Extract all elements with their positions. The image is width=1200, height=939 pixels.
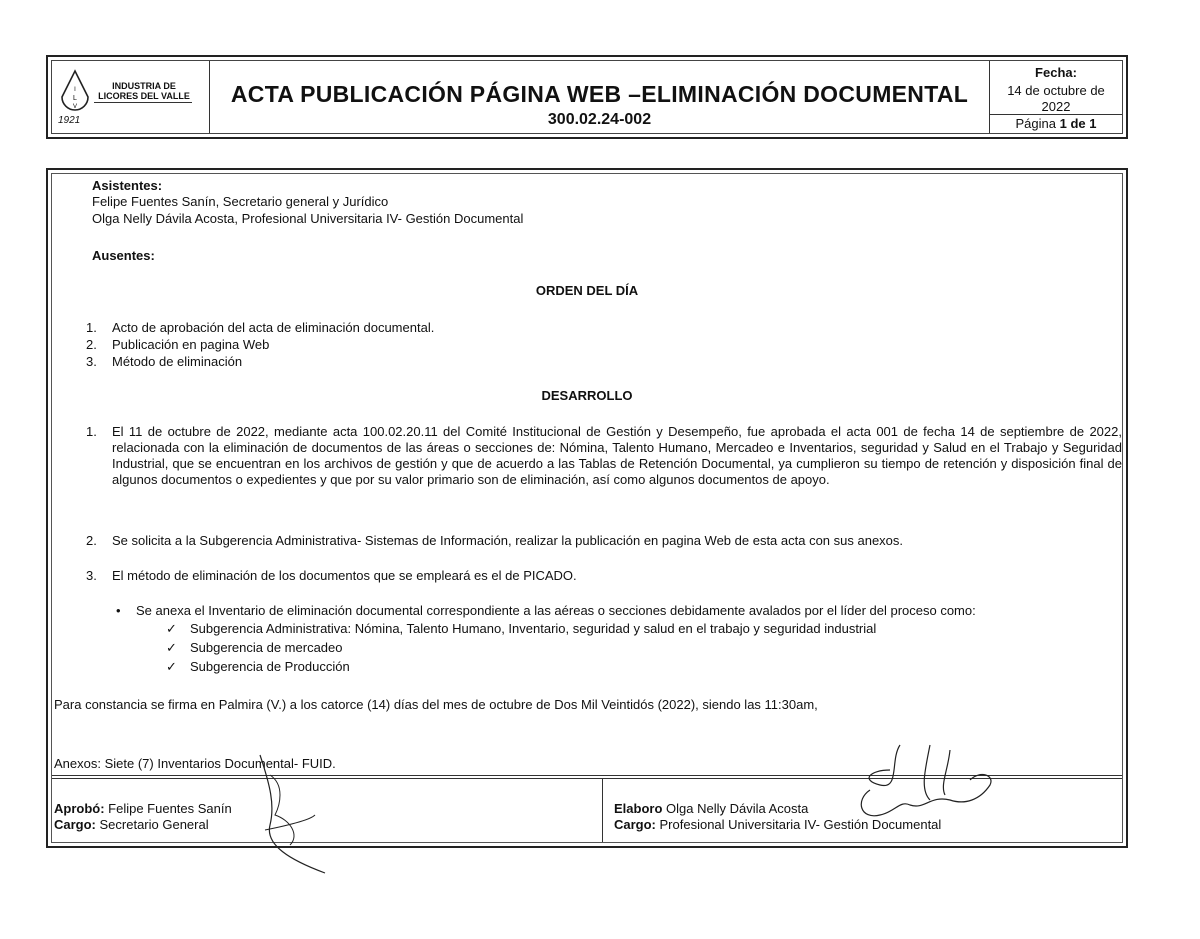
page-number xyxy=(990,114,1122,133)
check-item-3: Subgerencia de Producción xyxy=(190,659,350,674)
asistentes-label: Asistentes: xyxy=(92,178,163,193)
title-cell xyxy=(210,61,990,133)
elaboro-signature xyxy=(830,740,1000,830)
orden-number-3: 3. xyxy=(86,354,97,369)
orden-item-3: Método de eliminación xyxy=(112,354,243,369)
orden-number-2: 2. xyxy=(86,337,97,352)
document-code: 300.02.24-002 xyxy=(547,111,652,128)
check-item-2: Subgerencia de mercadeo xyxy=(190,640,343,655)
ausentes-label: Ausentes: xyxy=(92,248,155,263)
desarrollo-item-3: El método de eliminación de los documentos que se empleará es el de PICADO. xyxy=(112,568,577,583)
aprobo-line xyxy=(54,801,232,817)
desarrollo-number-3: 3. xyxy=(86,568,97,583)
logo xyxy=(52,61,210,133)
aprobo-signature xyxy=(230,745,350,875)
orden-item-1: Acto de aprobación del acta de eliminación documental. xyxy=(112,320,435,335)
asistente-2: Olga Nelly Dávila Acosta, Profesional Universitaria IV- Gestión Documental xyxy=(92,211,524,226)
page-value: 1 de 1 xyxy=(1059,116,1097,131)
cargo-label: Cargo: xyxy=(54,817,96,832)
fecha-label: Fecha: xyxy=(1035,65,1077,80)
bullet-icon: • xyxy=(116,603,121,618)
logo-drop-icon xyxy=(58,69,92,113)
orden-number-1: 1. xyxy=(86,320,97,335)
orden-item-2: Publicación en pagina Web xyxy=(112,337,270,352)
anexo-bullet: Se anexa el Inventario de eliminación documental correspondiente a las aéreas o secciones debidamente avalados por el líder del proceso como: xyxy=(136,603,976,618)
fecha-value: 14 de octubre de 2022 xyxy=(1007,83,1105,114)
elaboro-label: Elaboro xyxy=(614,801,663,816)
svg-text:L: L xyxy=(73,95,77,102)
signature-column-divider xyxy=(602,778,603,842)
svg-text:I: I xyxy=(74,87,76,93)
aprobo-cargo: Secretario General xyxy=(95,817,209,832)
constancia-text: Para constancia se firma en Palmira (V.) a los catorce (14) días del mes de octubre de Dos Mil Veintidós (2022), siendo las 11:30am, xyxy=(54,697,818,712)
logo-year: 1921 xyxy=(58,115,81,126)
aprobo-cargo-line xyxy=(54,817,209,833)
desarrollo-number-1: 1. xyxy=(86,424,97,439)
aprobo-label: Aprobó: xyxy=(54,801,105,816)
asistente-1: Felipe Fuentes Sanín, Secretario general y Jurídico xyxy=(92,194,389,209)
logo-underline xyxy=(94,102,192,103)
orden-heading: ORDEN DEL DÍA xyxy=(535,283,639,298)
elaboro-line xyxy=(614,801,808,817)
elaboro-name: Olga Nelly Dávila Acosta xyxy=(662,801,809,816)
desarrollo-heading: DESARROLLO xyxy=(541,388,633,403)
desarrollo-item-1: El 11 de octubre de 2022, mediante acta 100.02.20.11 del Comité Institucional de Gestión y Desempeño, fue aprobada el acta 001 de fecha 14 de septiembre de 2022, relacionada con la eliminación de documentos de las áreas o secciones de: Nómina, Talento Humano, Mercadeo e Inventarios, seguridad y Salud en el Trabajo y Seguridad Industrial, que se encuentran en los archivos de gestión y que de acuerdo a las Tablas de Retención Documental, ya cumplieron su tiempo de retención y disposición final de algunos documentos o expedientes y que por su valor primario son de eliminación, así como algunos documentos de apoyo. xyxy=(112,424,1122,487)
desarrollo-number-2: 2. xyxy=(86,533,97,548)
elaboro-cargo: Profesional Universitaria IV- Gestión Documental xyxy=(655,817,942,832)
date-cell xyxy=(990,61,1122,133)
page-title: ACTA PUBLICACIÓN PÁGINA WEB –ELIMINACIÓN DOCUMENTAL xyxy=(230,81,969,107)
aprobo-name: Felipe Fuentes Sanín xyxy=(104,801,232,816)
check-icon: ✓ xyxy=(166,659,177,674)
desarrollo-item-2: Se solicita a la Subgerencia Administrativa- Sistemas de Información, realizar la publicación en pagina Web de esta acta con sus anexos. xyxy=(112,533,904,548)
svg-text:V: V xyxy=(72,104,78,110)
check-icon: ✓ xyxy=(166,621,177,636)
cargo-label: Cargo: xyxy=(614,817,656,832)
anexos-text: Anexos: Siete (7) Inventarios Documental- FUID. xyxy=(54,756,336,771)
page-prefix: Página xyxy=(1015,116,1060,131)
document-header xyxy=(46,55,1128,139)
check-item-1: Subgerencia Administrativa: Nómina, Talento Humano, Inventario, seguridad y salud en el trabajo y seguridad industrial xyxy=(190,621,877,636)
logo-text: INDUSTRIA DE LICORES DEL VALLE xyxy=(98,81,190,101)
check-icon: ✓ xyxy=(166,640,177,655)
